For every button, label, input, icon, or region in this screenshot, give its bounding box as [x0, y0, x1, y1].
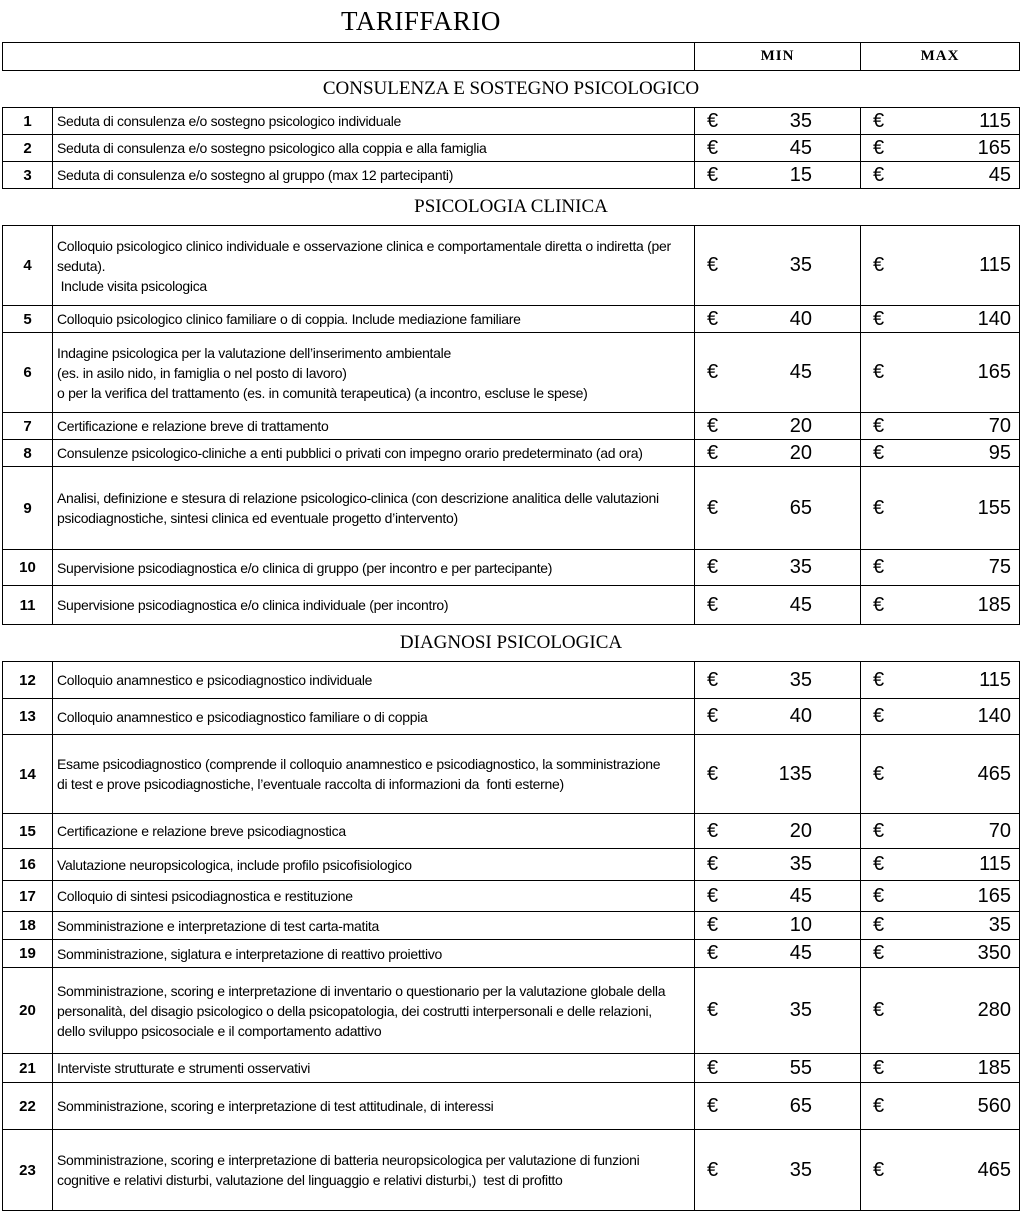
price-max	[861, 333, 1020, 413]
price-min	[695, 550, 861, 586]
euro-sign: €	[873, 1158, 885, 1181]
row-number: 3	[3, 162, 53, 189]
price-max	[861, 662, 1020, 699]
price-max	[861, 162, 1020, 189]
description-line: cognitive e relativi disturbi, valutazione del linguaggio e relativi disturbi,) test di profitto	[57, 1172, 563, 1188]
table-row	[3, 440, 1020, 467]
price-amount: 45	[789, 361, 812, 383]
description-line: Somministrazione, scoring e interpretazione di test attitudinale, di interessi	[57, 1098, 494, 1114]
euro-sign: €	[873, 593, 885, 616]
row-description	[53, 912, 695, 940]
column-header-row	[3, 43, 1020, 71]
price-max	[861, 226, 1020, 306]
price-min	[695, 1130, 861, 1211]
price-amount: 280	[977, 999, 1011, 1021]
price-max	[861, 135, 1020, 162]
table-row	[3, 306, 1020, 333]
euro-sign: €	[873, 556, 885, 578]
price-min	[695, 162, 861, 189]
euro-sign: €	[873, 109, 885, 132]
section-title: CONSULENZA E SOSTEGNO PSICOLOGICO	[3, 71, 1020, 108]
price-min	[695, 940, 861, 968]
euro-sign: €	[873, 254, 885, 276]
price-max	[861, 413, 1020, 440]
euro-sign: €	[707, 884, 719, 907]
euro-sign: €	[873, 1056, 885, 1079]
price-min	[695, 1054, 861, 1083]
price-amount: 20	[789, 819, 812, 842]
price-max	[861, 881, 1020, 912]
price-amount: 95	[988, 441, 1011, 464]
price-max	[861, 306, 1020, 333]
euro-sign: €	[873, 914, 885, 936]
section-header-row	[3, 189, 1020, 226]
table-row	[3, 108, 1020, 135]
header-blank-desc	[53, 43, 695, 71]
section-title: DIAGNOSI PSICOLOGICA	[3, 625, 1020, 662]
euro-sign: €	[873, 1094, 885, 1117]
price-min	[695, 226, 861, 306]
euro-sign: €	[707, 705, 719, 727]
price-amount: 165	[977, 361, 1011, 383]
table-row	[3, 699, 1020, 735]
row-number: 19	[3, 940, 53, 968]
table-row	[3, 1054, 1020, 1083]
price-amount: 115	[979, 668, 1011, 691]
euro-sign: €	[873, 441, 885, 464]
row-description	[53, 135, 695, 162]
euro-sign: €	[707, 1056, 719, 1079]
row-description	[53, 440, 695, 467]
euro-sign: €	[873, 163, 885, 186]
euro-sign: €	[873, 762, 885, 785]
description-line: Supervisione psicodiagnostica e/o clinica individuale (per incontro)	[57, 597, 449, 613]
header-min: MIN	[695, 43, 861, 71]
euro-sign: €	[873, 361, 885, 383]
euro-sign: €	[873, 853, 885, 875]
euro-sign: €	[707, 1094, 719, 1117]
row-description	[53, 333, 695, 413]
row-number: 11	[3, 586, 53, 625]
price-amount: 35	[988, 914, 1011, 936]
row-description	[53, 881, 695, 912]
row-description	[53, 814, 695, 849]
euro-sign: €	[707, 163, 719, 186]
description-line: dello sviluppo psicosociale e il comportamento adattivo	[57, 1022, 382, 1039]
price-min	[695, 135, 861, 162]
price-max	[861, 940, 1020, 968]
description-line: Colloquio psicologico clinico familiare o di coppia. Include mediazione familiare	[57, 311, 521, 327]
price-min	[695, 912, 861, 940]
table-row	[3, 968, 1020, 1054]
table-row	[3, 550, 1020, 586]
row-description	[53, 849, 695, 881]
description-line: Colloquio psicologico clinico individuale e osservazione clinica e comportamentale diretta o indiretta (per	[57, 237, 671, 254]
euro-sign: €	[707, 414, 719, 437]
euro-sign: €	[707, 942, 719, 964]
description-line: Certificazione e relazione breve di trattamento	[57, 418, 329, 434]
euro-sign: €	[707, 307, 719, 330]
description-line: Somministrazione, scoring e interpretazione di batteria neuropsicologica per valutazione di funzioni	[57, 1152, 640, 1168]
price-max	[861, 586, 1020, 625]
price-amount: 20	[789, 414, 812, 437]
euro-sign: €	[707, 593, 719, 616]
euro-sign: €	[707, 914, 719, 936]
price-min	[695, 814, 861, 849]
table-row	[3, 467, 1020, 550]
price-amount: 70	[988, 819, 1011, 842]
section-header-row	[3, 71, 1020, 108]
table-row	[3, 662, 1020, 699]
row-number: 17	[3, 881, 53, 912]
price-min	[695, 662, 861, 699]
description-line: psicodiagnostiche, sintesi clinica ed eventuale progetto d’intervento)	[57, 510, 458, 526]
price-amount: 115	[979, 853, 1011, 875]
section-header-row	[3, 625, 1020, 662]
euro-sign: €	[707, 1158, 719, 1181]
row-description	[53, 662, 695, 699]
euro-sign: €	[707, 668, 719, 691]
price-max	[861, 108, 1020, 135]
row-description	[53, 413, 695, 440]
description-line: Interviste strutturate e strumenti osservativi	[57, 1060, 311, 1076]
table-row	[3, 881, 1020, 912]
price-amount: 165	[977, 136, 1011, 159]
row-number: 20	[3, 968, 53, 1054]
description-line: personalità, del disagio psicologico o della psicopatologia, dei costrutti interpersonali e delle relazioni,	[57, 1002, 652, 1019]
price-amount: 135	[778, 762, 812, 785]
euro-sign: €	[873, 884, 885, 907]
description-line: Include visita psicologica	[57, 277, 207, 294]
table-row	[3, 413, 1020, 440]
price-amount: 35	[789, 109, 812, 132]
description-line: (es. in asilo nido, in famiglia o nel posto di lavoro)	[57, 364, 347, 381]
euro-sign: €	[873, 999, 885, 1021]
row-number: 5	[3, 306, 53, 333]
row-number: 21	[3, 1054, 53, 1083]
row-number: 10	[3, 550, 53, 586]
euro-sign: €	[707, 109, 719, 132]
euro-sign: €	[873, 942, 885, 964]
row-description	[53, 940, 695, 968]
row-description	[53, 550, 695, 586]
price-amount: 35	[789, 1158, 812, 1181]
euro-sign: €	[707, 762, 719, 785]
price-amount: 185	[977, 593, 1011, 616]
price-min	[695, 881, 861, 912]
price-amount: 65	[789, 496, 812, 519]
description-line: Somministrazione, scoring e interpretazione di inventario o questionario per la valutazione globale della	[57, 982, 666, 999]
price-amount: 10	[789, 914, 812, 936]
price-max	[861, 735, 1020, 814]
description-line: Somministrazione e interpretazione di test carta-matita	[57, 917, 379, 934]
price-max	[861, 912, 1020, 940]
price-max	[861, 467, 1020, 550]
description-line: di test e prove psicodiagnostiche, l’eventuale raccolta di informazioni da fonti esterne)	[57, 776, 564, 792]
price-amount: 35	[789, 853, 812, 875]
description-line: Esame psicodiagnostico (comprende il colloquio anamnestico e psicodiagnostico, la somministrazione	[57, 756, 661, 772]
description-line: Seduta di consulenza e/o sostegno psicologico individuale	[57, 113, 402, 129]
description-line: Consulenze psicologico-cliniche a enti pubblici o privati con impegno orario predeterminato (ad ora)	[57, 445, 643, 461]
price-amount: 115	[979, 254, 1011, 276]
description-line: Seduta di consulenza e/o sostegno al gruppo (max 12 partecipanti)	[57, 167, 454, 183]
euro-sign: €	[873, 496, 885, 519]
description-line: Analisi, definizione e stesura di relazione psicologico-clinica (con descrizione analitica delle valutazioni	[57, 490, 659, 506]
euro-sign: €	[707, 496, 719, 519]
row-description	[53, 108, 695, 135]
price-amount: 140	[977, 705, 1011, 727]
euro-sign: €	[873, 414, 885, 437]
euro-sign: €	[707, 853, 719, 875]
description-line: Colloquio anamnestico e psicodiagnostico familiare o di coppia	[57, 708, 428, 725]
price-amount: 45	[789, 942, 812, 964]
row-description	[53, 1054, 695, 1083]
price-amount: 35	[789, 999, 812, 1021]
row-number: 22	[3, 1083, 53, 1130]
description-line: Supervisione psicodiagnostica e/o clinica di gruppo (per incontro e per partecipante)	[57, 559, 553, 576]
table-row	[3, 912, 1020, 940]
price-amount: 70	[988, 414, 1011, 437]
row-number: 23	[3, 1130, 53, 1211]
description-line: Colloquio anamnestico e psicodiagnostico individuale	[57, 672, 373, 688]
price-amount: 165	[977, 884, 1011, 907]
price-amount: 45	[789, 884, 812, 907]
table-row	[3, 814, 1020, 849]
table-row	[3, 735, 1020, 814]
row-number: 12	[3, 662, 53, 699]
row-number: 18	[3, 912, 53, 940]
euro-sign: €	[707, 136, 719, 159]
row-number: 16	[3, 849, 53, 881]
price-min	[695, 108, 861, 135]
price-amount: 465	[977, 762, 1011, 785]
price-amount: 45	[988, 163, 1011, 186]
price-min	[695, 306, 861, 333]
price-amount: 45	[789, 593, 812, 616]
price-min	[695, 586, 861, 625]
description-line: o per la verifica del trattamento (es. in comunità terapeutica) (a incontro, escluse le spese)	[57, 384, 588, 401]
row-number: 7	[3, 413, 53, 440]
price-amount: 45	[789, 136, 812, 159]
price-max	[861, 1054, 1020, 1083]
table-row	[3, 135, 1020, 162]
price-max	[861, 440, 1020, 467]
description-line: Seduta di consulenza e/o sostegno psicologico alla coppia e alla famiglia	[57, 140, 487, 156]
table-row	[3, 162, 1020, 189]
price-amount: 40	[789, 307, 812, 330]
table-row	[3, 1083, 1020, 1130]
description-line: Colloquio di sintesi psicodiagnostica e restituzione	[57, 888, 353, 904]
price-max	[861, 699, 1020, 735]
price-amount: 35	[789, 668, 812, 691]
description-line: Indagine psicologica per la valutazione dell’inserimento ambientale	[57, 344, 451, 361]
price-min	[695, 849, 861, 881]
price-amount: 55	[789, 1056, 812, 1079]
euro-sign: €	[707, 999, 719, 1021]
row-description	[53, 1130, 695, 1211]
row-number: 15	[3, 814, 53, 849]
price-min	[695, 333, 861, 413]
euro-sign: €	[707, 819, 719, 842]
price-amount: 560	[977, 1094, 1011, 1117]
price-max	[861, 1083, 1020, 1130]
row-description	[53, 699, 695, 735]
row-description	[53, 162, 695, 189]
row-number: 14	[3, 735, 53, 814]
row-description	[53, 586, 695, 625]
header-max: MAX	[861, 43, 1020, 71]
table-row	[3, 586, 1020, 625]
price-max	[861, 550, 1020, 586]
tariff-table	[2, 42, 1020, 1211]
price-amount: 115	[979, 109, 1011, 132]
price-amount: 465	[977, 1158, 1011, 1181]
table-row	[3, 1130, 1020, 1211]
euro-sign: €	[873, 705, 885, 727]
price-max	[861, 968, 1020, 1054]
euro-sign: €	[707, 441, 719, 464]
row-description	[53, 306, 695, 333]
euro-sign: €	[707, 556, 719, 578]
price-amount: 15	[789, 163, 812, 186]
description-line: Somministrazione, siglatura e interpretazione di reattivo proiettivo	[57, 945, 443, 962]
row-description	[53, 1083, 695, 1130]
price-amount: 35	[789, 254, 812, 276]
table-row	[3, 226, 1020, 306]
euro-sign: €	[873, 819, 885, 842]
price-amount: 140	[977, 307, 1011, 330]
price-min	[695, 735, 861, 814]
description-line: seduta).	[57, 257, 106, 274]
table-row	[3, 940, 1020, 968]
price-amount: 75	[988, 556, 1011, 578]
row-number: 4	[3, 226, 53, 306]
price-amount: 35	[789, 556, 812, 578]
price-max	[861, 1130, 1020, 1211]
row-number: 2	[3, 135, 53, 162]
page-title: TARIFFARIO	[341, 6, 501, 36]
euro-sign: €	[873, 307, 885, 330]
euro-sign: €	[707, 361, 719, 383]
price-max	[861, 814, 1020, 849]
price-amount: 20	[789, 441, 812, 464]
row-number: 1	[3, 108, 53, 135]
description-line: Valutazione neuropsicologica, include profilo psicofisiologico	[57, 856, 412, 873]
row-description	[53, 226, 695, 306]
euro-sign: €	[707, 254, 719, 276]
price-min	[695, 467, 861, 550]
description-line: Certificazione e relazione breve psicodiagnostica	[57, 823, 346, 839]
price-min	[695, 699, 861, 735]
price-max	[861, 849, 1020, 881]
header-blank	[3, 43, 53, 71]
row-description	[53, 968, 695, 1054]
price-amount: 65	[789, 1094, 812, 1117]
price-min	[695, 440, 861, 467]
price-amount: 350	[977, 942, 1011, 964]
euro-sign: €	[873, 668, 885, 691]
row-number: 9	[3, 467, 53, 550]
row-number: 6	[3, 333, 53, 413]
row-number: 8	[3, 440, 53, 467]
section-title: PSICOLOGIA CLINICA	[3, 189, 1020, 226]
row-description	[53, 735, 695, 814]
table-row	[3, 849, 1020, 881]
price-min	[695, 1083, 861, 1130]
price-min	[695, 968, 861, 1054]
price-min	[695, 413, 861, 440]
row-description	[53, 467, 695, 550]
row-number: 13	[3, 699, 53, 735]
price-amount: 185	[977, 1056, 1011, 1079]
price-amount: 40	[789, 705, 812, 727]
euro-sign: €	[873, 136, 885, 159]
price-amount: 155	[977, 496, 1011, 519]
table-row	[3, 333, 1020, 413]
